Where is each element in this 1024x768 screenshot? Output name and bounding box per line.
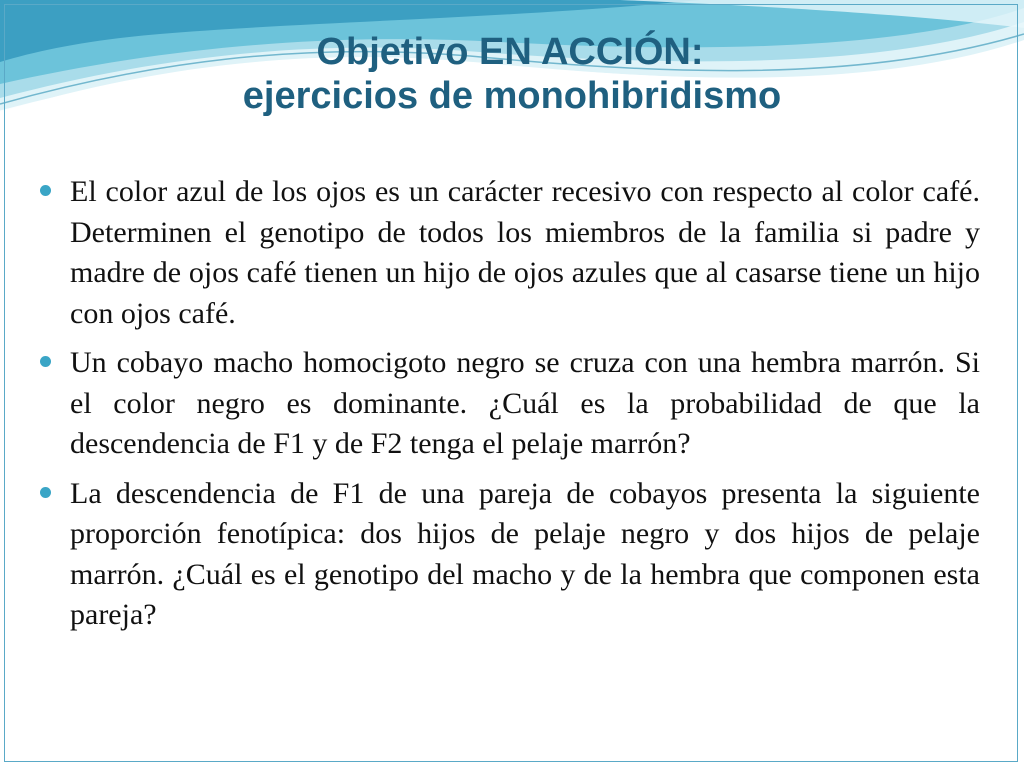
title-line-2: ejercicios de monohibridismo xyxy=(242,75,782,117)
bullet-dot-icon xyxy=(40,185,51,196)
title-line-1: Objetivo EN ACCIÓN: xyxy=(316,31,704,73)
bullet-item xyxy=(40,343,980,465)
bullet-list xyxy=(40,172,980,645)
bullet-text: El color azul de los ojos es un carácter recesivo con respecto al color café. Determinen el genotipo de todos los miembros de la familia si padre y madre de ojos café tienen un hijo de ojos azules que al casarse tiene un hijo con ojos café. xyxy=(70,175,980,330)
slide-title xyxy=(0,30,1024,118)
bullet-dot-icon xyxy=(40,487,51,498)
bullet-text: Un cobayo macho homocigoto negro se cruza con una hembra marrón. Si el color negro es dominante. ¿Cuál es la probabilidad de que la descendencia de F1 y de F2 tenga el pelaje marrón? xyxy=(70,346,980,460)
bullet-item xyxy=(40,474,980,636)
bullet-item xyxy=(40,172,980,334)
bullet-dot-icon xyxy=(40,356,51,367)
bullet-text: La descendencia de F1 de una pareja de cobayos presenta la siguiente proporción fenotípica: dos hijos de pelaje negro y dos hijos de pelaje marrón. ¿Cuál es el genotipo del macho y de la hembra que componen esta pareja? xyxy=(70,476,980,631)
